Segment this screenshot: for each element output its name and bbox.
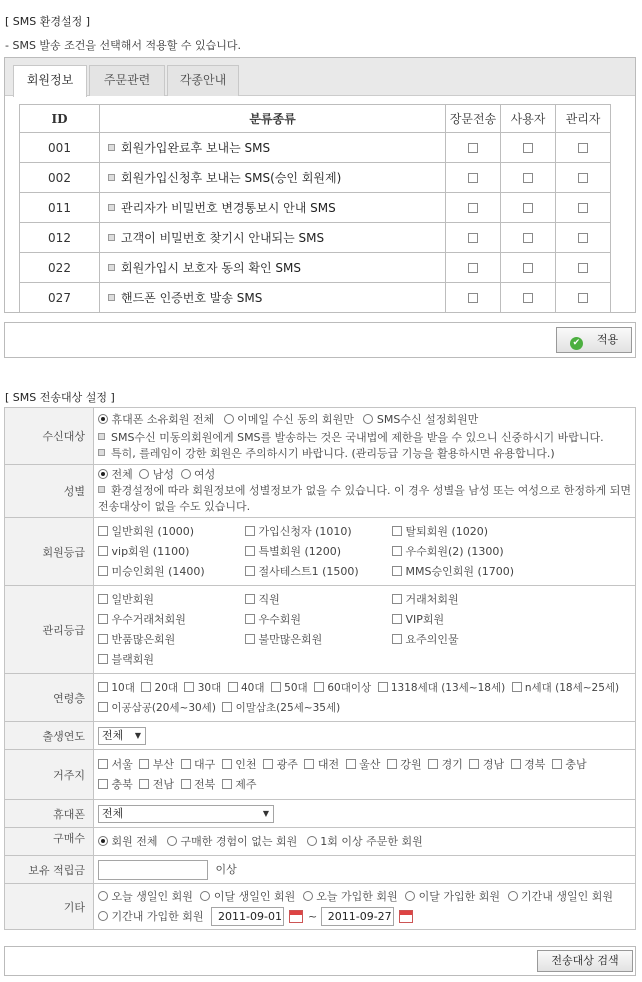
- gender-label: 성별: [5, 465, 94, 518]
- member-grade-checkbox[interactable]: [392, 526, 402, 536]
- etc-period-birthday-radio[interactable]: [508, 891, 518, 901]
- table-row: [20, 133, 611, 163]
- birth-year-select[interactable]: [98, 727, 146, 745]
- admin-grade-checkbox[interactable]: [392, 614, 402, 624]
- region-checkbox[interactable]: [263, 759, 273, 769]
- bullet-icon: [108, 174, 115, 181]
- admin-checkbox[interactable]: [578, 233, 588, 243]
- tab-notices[interactable]: 각종안내: [167, 65, 239, 96]
- phone-row: [5, 800, 636, 828]
- age-checkbox[interactable]: [314, 682, 324, 692]
- table-header-row: [20, 105, 611, 133]
- admin-grade-checkbox[interactable]: [98, 634, 108, 644]
- bullet-icon: [108, 294, 115, 301]
- row-name: 관리자가 비밀번호 변경통보시 안내 SMS: [121, 201, 336, 215]
- admin-grade-row: [5, 586, 636, 674]
- region-checkbox[interactable]: [428, 759, 438, 769]
- date-to-input[interactable]: 2011-09-27: [321, 907, 394, 926]
- row-name: 핸드폰 인증번호 발송 SMS: [121, 291, 263, 305]
- points-input[interactable]: [98, 860, 208, 880]
- row-id: 001: [20, 133, 100, 163]
- receive-row: [5, 408, 636, 465]
- age-item: 이공삼공(20세~30세): [111, 701, 216, 714]
- etc-today-birthday-radio[interactable]: [98, 891, 108, 901]
- row-name-cell: [100, 223, 446, 253]
- region-item: 충남: [565, 757, 587, 771]
- points-label: 보유 적립금: [5, 856, 94, 884]
- phone-select[interactable]: [98, 805, 274, 823]
- admin-grade-item: 직원: [258, 592, 280, 606]
- admin-grade-item: 우수거래처회원: [111, 612, 186, 626]
- age-checkbox[interactable]: [98, 682, 108, 692]
- etc-row: [5, 884, 636, 930]
- purchase-row: [5, 828, 636, 856]
- row-name-cell: [100, 253, 446, 283]
- region-item: 대전: [317, 757, 340, 771]
- region-checkbox[interactable]: [98, 759, 108, 769]
- apply-bar: [4, 322, 636, 358]
- region-item: 경남: [482, 757, 505, 771]
- etc-today-join-radio[interactable]: [303, 891, 313, 901]
- region-checkbox[interactable]: [469, 759, 479, 769]
- member-grade-item: 탈퇴회원 (1020): [405, 524, 489, 538]
- gender-female-label: 여성: [194, 468, 216, 481]
- age-row: [5, 674, 636, 722]
- row-name-cell: [100, 163, 446, 193]
- purchase-all-radio[interactable]: [98, 836, 108, 846]
- age-item: 50대: [284, 681, 308, 694]
- user-checkbox[interactable]: [523, 203, 533, 213]
- bullet-icon: [108, 264, 115, 271]
- check-icon: ✔: [570, 337, 583, 350]
- date-range-tilde: ~: [308, 909, 318, 923]
- admin-grade-item: 블랙회원: [111, 652, 155, 666]
- table-row: [20, 253, 611, 283]
- date-from-input[interactable]: 2011-09-01: [211, 907, 284, 926]
- col-type-header: 분류종류: [100, 105, 446, 133]
- region-item: 충북: [111, 777, 133, 791]
- user-checkbox[interactable]: [523, 263, 533, 273]
- member-grade-checkbox[interactable]: [245, 546, 255, 556]
- apply-button[interactable]: [556, 327, 632, 353]
- bullet-icon: [108, 234, 115, 241]
- bullet-icon: [108, 144, 115, 151]
- age-checkbox[interactable]: [98, 702, 108, 712]
- region-item: 전북: [194, 777, 216, 791]
- row-name-cell: [100, 283, 446, 313]
- region-item: 전남: [152, 777, 175, 791]
- member-grade-checkbox[interactable]: [245, 566, 255, 576]
- admin-grade-label: 관리등급: [5, 586, 94, 674]
- gender-female-radio[interactable]: [181, 469, 191, 479]
- member-grade-checkbox[interactable]: [392, 546, 402, 556]
- gender-male-label: 남성: [152, 468, 175, 481]
- apply-label: 적용: [596, 333, 619, 346]
- age-item: 1318세대 (13세~18세): [390, 681, 506, 694]
- admin-grade-checkbox[interactable]: [392, 594, 402, 604]
- etc-month-birthday-radio[interactable]: [200, 891, 210, 901]
- region-checkbox[interactable]: [139, 759, 149, 769]
- row-id: 002: [20, 163, 100, 193]
- admin-grade-item: VIP회원: [405, 612, 445, 626]
- bullet-icon: [98, 449, 105, 456]
- member-grade-row: [5, 518, 636, 586]
- admin-grade-checkbox[interactable]: [98, 654, 108, 664]
- col-id-header: ID: [20, 105, 100, 133]
- region-label: 거주지: [5, 750, 94, 800]
- admin-checkbox[interactable]: [578, 203, 588, 213]
- tab-member-info[interactable]: 회원정보: [13, 65, 87, 97]
- bullet-icon: [98, 433, 105, 440]
- member-grade-checkbox[interactable]: [245, 526, 255, 536]
- admin-grade-item: 불만많은회원: [258, 632, 323, 646]
- admin-grade-item: 우수회원: [258, 612, 302, 626]
- region-item: 경기: [441, 757, 463, 771]
- long-send-checkbox[interactable]: [468, 293, 478, 303]
- region-item: 제주: [235, 777, 257, 791]
- receive-sms-radio[interactable]: [363, 414, 373, 424]
- age-label: 연령층: [5, 674, 94, 722]
- chevron-down-icon: ▼: [134, 730, 141, 740]
- region-checkbox[interactable]: [346, 759, 356, 769]
- receive-all-radio[interactable]: [98, 414, 108, 424]
- region-item: 경북: [524, 757, 546, 771]
- purchase-label: 구매수: [5, 828, 94, 856]
- row-name: 회원가입신청후 보내는 SMS(승인 회원제): [121, 171, 342, 185]
- row-id: 012: [20, 223, 100, 253]
- region-item: 서울: [111, 757, 133, 771]
- user-checkbox[interactable]: [523, 293, 533, 303]
- purchase-once-radio[interactable]: [307, 836, 317, 846]
- admin-grade-item: 일반회원: [111, 592, 155, 606]
- long-send-checkbox[interactable]: [468, 203, 478, 213]
- user-checkbox[interactable]: [523, 173, 533, 183]
- user-checkbox[interactable]: [523, 143, 533, 153]
- region-item: 강원: [400, 757, 422, 771]
- age-item: 60대이상: [327, 681, 372, 694]
- admin-grade-checkbox[interactable]: [245, 614, 255, 624]
- birth-year-value: 전체: [102, 728, 124, 742]
- member-grade-label: 회원등급: [5, 518, 94, 586]
- row-id: 011: [20, 193, 100, 223]
- member-grade-item: 미승인회원 (1400): [111, 564, 205, 578]
- bullet-icon: [98, 486, 105, 493]
- etc-option-label: 이달 가입한 회원: [418, 889, 500, 903]
- search-bar: [4, 946, 636, 976]
- region-checkbox[interactable]: [222, 779, 232, 789]
- gender-row: [5, 465, 636, 518]
- member-grade-item: 일반회원 (1000): [111, 524, 195, 538]
- phone-label: 휴대폰: [5, 800, 94, 828]
- etc-option-label: 오늘 가입한 회원: [316, 889, 398, 903]
- admin-grade-item: 반품많은회원: [111, 632, 176, 646]
- row-name: 회원가입시 보호자 동의 확인 SMS: [121, 261, 301, 275]
- region-row: [5, 750, 636, 800]
- admin-grade-item: 요주의인물: [405, 632, 459, 646]
- table-row: [20, 163, 611, 193]
- age-checkbox[interactable]: [378, 682, 388, 692]
- admin-checkbox[interactable]: [578, 293, 588, 303]
- gender-all-radio[interactable]: [98, 469, 108, 479]
- age-checkbox[interactable]: [271, 682, 281, 692]
- age-item: 20대: [154, 681, 179, 694]
- admin-checkbox[interactable]: [578, 143, 588, 153]
- table-row: [20, 193, 611, 223]
- long-send-checkbox[interactable]: [468, 143, 478, 153]
- env-panel: [4, 57, 636, 313]
- gender-male-radio[interactable]: [139, 469, 149, 479]
- points-row: [5, 856, 636, 884]
- tab-order[interactable]: 주문관련: [89, 65, 165, 96]
- region-checkbox[interactable]: [98, 779, 108, 789]
- region-item: 부산: [152, 757, 175, 771]
- calendar-icon[interactable]: [399, 910, 413, 923]
- receive-note-2: 특히, 를레임이 강한 회원은 주의하시기 바랍니다. (관리등급 기능을 활용하시면 유용합니다.): [111, 447, 555, 460]
- receive-sms-label: SMS수신 설정회원만: [376, 413, 479, 426]
- region-item: 인천: [235, 757, 257, 771]
- etc-option-label: 오늘 생일인 회원: [111, 889, 193, 903]
- env-section-title: [ SMS 환경설정 ]: [5, 15, 91, 28]
- region-checkbox[interactable]: [181, 759, 191, 769]
- member-grade-item: 우수회원(2) (1300): [405, 544, 504, 558]
- table-row: [20, 283, 611, 313]
- admin-grade-checkbox[interactable]: [245, 634, 255, 644]
- member-grade-item: MMS승인회원 (1700): [405, 564, 515, 578]
- row-name: 회원가입완료후 보내는 SMS: [121, 141, 271, 155]
- receive-label: 수신대상: [5, 408, 94, 465]
- region-item: 광주: [276, 757, 298, 771]
- phone-value: 전체: [102, 806, 124, 820]
- member-grade-checkbox[interactable]: [98, 526, 108, 536]
- etc-label: 기타: [5, 884, 94, 930]
- row-name-cell: [100, 133, 446, 163]
- receive-all-label: 휴대폰 소유회원 전체: [111, 413, 215, 426]
- region-checkbox[interactable]: [181, 779, 191, 789]
- chevron-down-icon: ▼: [262, 808, 269, 818]
- search-target-button[interactable]: 전송대상 검색: [537, 950, 633, 972]
- purchase-none-label: 구매한 경험이 없는 회원: [180, 834, 298, 848]
- row-id: 022: [20, 253, 100, 283]
- region-checkbox[interactable]: [387, 759, 397, 769]
- gender-all-label: 전체: [111, 468, 133, 481]
- etc-option-label: 이달 생일인 회원: [213, 889, 296, 903]
- admin-grade-item: 거래처회원: [405, 592, 459, 606]
- etc-option-label: 기간내 생일인 회원: [521, 889, 614, 903]
- gender-note: 환경설정에 따라 회원정보에 성별정보가 없을 수 있습니다. 이 경우 성별을 남성 또는 여성으로 한정하게 되면 전송대상이 없을 수도 있습니다.: [98, 484, 631, 513]
- admin-grade-checkbox[interactable]: [98, 614, 108, 624]
- region-item: 대구: [194, 757, 216, 771]
- row-name: 고객이 비밀번호 찾기시 안내되는 SMS: [121, 231, 325, 245]
- member-grade-item: 가입신청자 (1010): [258, 524, 352, 538]
- sms-type-table: [19, 104, 611, 313]
- etc-option-label: 기간내 가입한 회원: [111, 909, 204, 923]
- receive-email-radio[interactable]: [224, 414, 234, 424]
- col-user-header: 사용자: [501, 105, 556, 133]
- long-send-checkbox[interactable]: [468, 233, 478, 243]
- admin-checkbox[interactable]: [578, 173, 588, 183]
- birth-year-label: 출생연도: [5, 722, 94, 750]
- age-checkbox[interactable]: [228, 682, 238, 692]
- user-checkbox[interactable]: [523, 233, 533, 243]
- region-checkbox[interactable]: [552, 759, 562, 769]
- age-item: n세대 (18세~25세): [524, 681, 620, 694]
- member-grade-item: vip회원 (1100): [111, 544, 190, 558]
- calendar-icon[interactable]: [289, 910, 303, 923]
- age-checkbox[interactable]: [141, 682, 151, 692]
- region-checkbox[interactable]: [304, 759, 314, 769]
- region-checkbox[interactable]: [511, 759, 521, 769]
- row-name-cell: [100, 193, 446, 223]
- age-item: 이말삼초(25세~35세): [235, 701, 341, 714]
- member-grade-item: 특별회원 (1200): [258, 544, 342, 558]
- etc-period-join-radio[interactable]: [98, 911, 108, 921]
- age-checkbox[interactable]: [222, 702, 232, 712]
- region-item: 울산: [359, 757, 381, 771]
- etc-month-join-radio[interactable]: [405, 891, 415, 901]
- table-row: [20, 223, 611, 253]
- member-grade-checkbox[interactable]: [98, 546, 108, 556]
- region-checkbox[interactable]: [139, 779, 149, 789]
- row-id: 027: [20, 283, 100, 313]
- age-item: 30대: [197, 681, 222, 694]
- points-suffix: 이상: [215, 862, 237, 876]
- member-grade-checkbox[interactable]: [392, 566, 402, 576]
- tab-bar: [5, 58, 635, 96]
- region-checkbox[interactable]: [222, 759, 232, 769]
- long-send-checkbox[interactable]: [468, 173, 478, 183]
- admin-grade-checkbox[interactable]: [245, 594, 255, 604]
- purchase-once-label: 1회 이상 주문한 회원: [320, 834, 423, 848]
- long-send-checkbox[interactable]: [468, 263, 478, 273]
- target-section-title: [ SMS 전송대상 설정 ]: [5, 391, 115, 404]
- age-checkbox[interactable]: [512, 682, 522, 692]
- target-form-table: [4, 407, 636, 930]
- age-item: 10대: [111, 681, 135, 694]
- age-item: 40대: [240, 681, 265, 694]
- member-grade-checkbox[interactable]: [98, 566, 108, 576]
- col-admin-header: 관리자: [556, 105, 611, 133]
- member-grade-item: 절사테스트1 (1500): [258, 564, 359, 578]
- admin-checkbox[interactable]: [578, 263, 588, 273]
- env-section-desc: - SMS 발송 조건을 선택해서 적용할 수 있습니다.: [5, 39, 242, 52]
- birth-year-row: [5, 722, 636, 750]
- receive-note-1: SMS수신 미동의회원에게 SMS를 발송하는 것은 국내법에 제한을 받을 수 있으니 신중하시기 바랍니다.: [111, 431, 604, 444]
- purchase-none-radio[interactable]: [167, 836, 177, 846]
- col-long-header: 장문전송: [446, 105, 501, 133]
- purchase-all-label: 회원 전체: [111, 834, 158, 848]
- bullet-icon: [108, 204, 115, 211]
- receive-email-label: 이메일 수신 동의 회원만: [237, 413, 354, 426]
- admin-grade-checkbox[interactable]: [98, 594, 108, 604]
- admin-grade-checkbox[interactable]: [392, 634, 402, 644]
- age-checkbox[interactable]: [184, 682, 194, 692]
